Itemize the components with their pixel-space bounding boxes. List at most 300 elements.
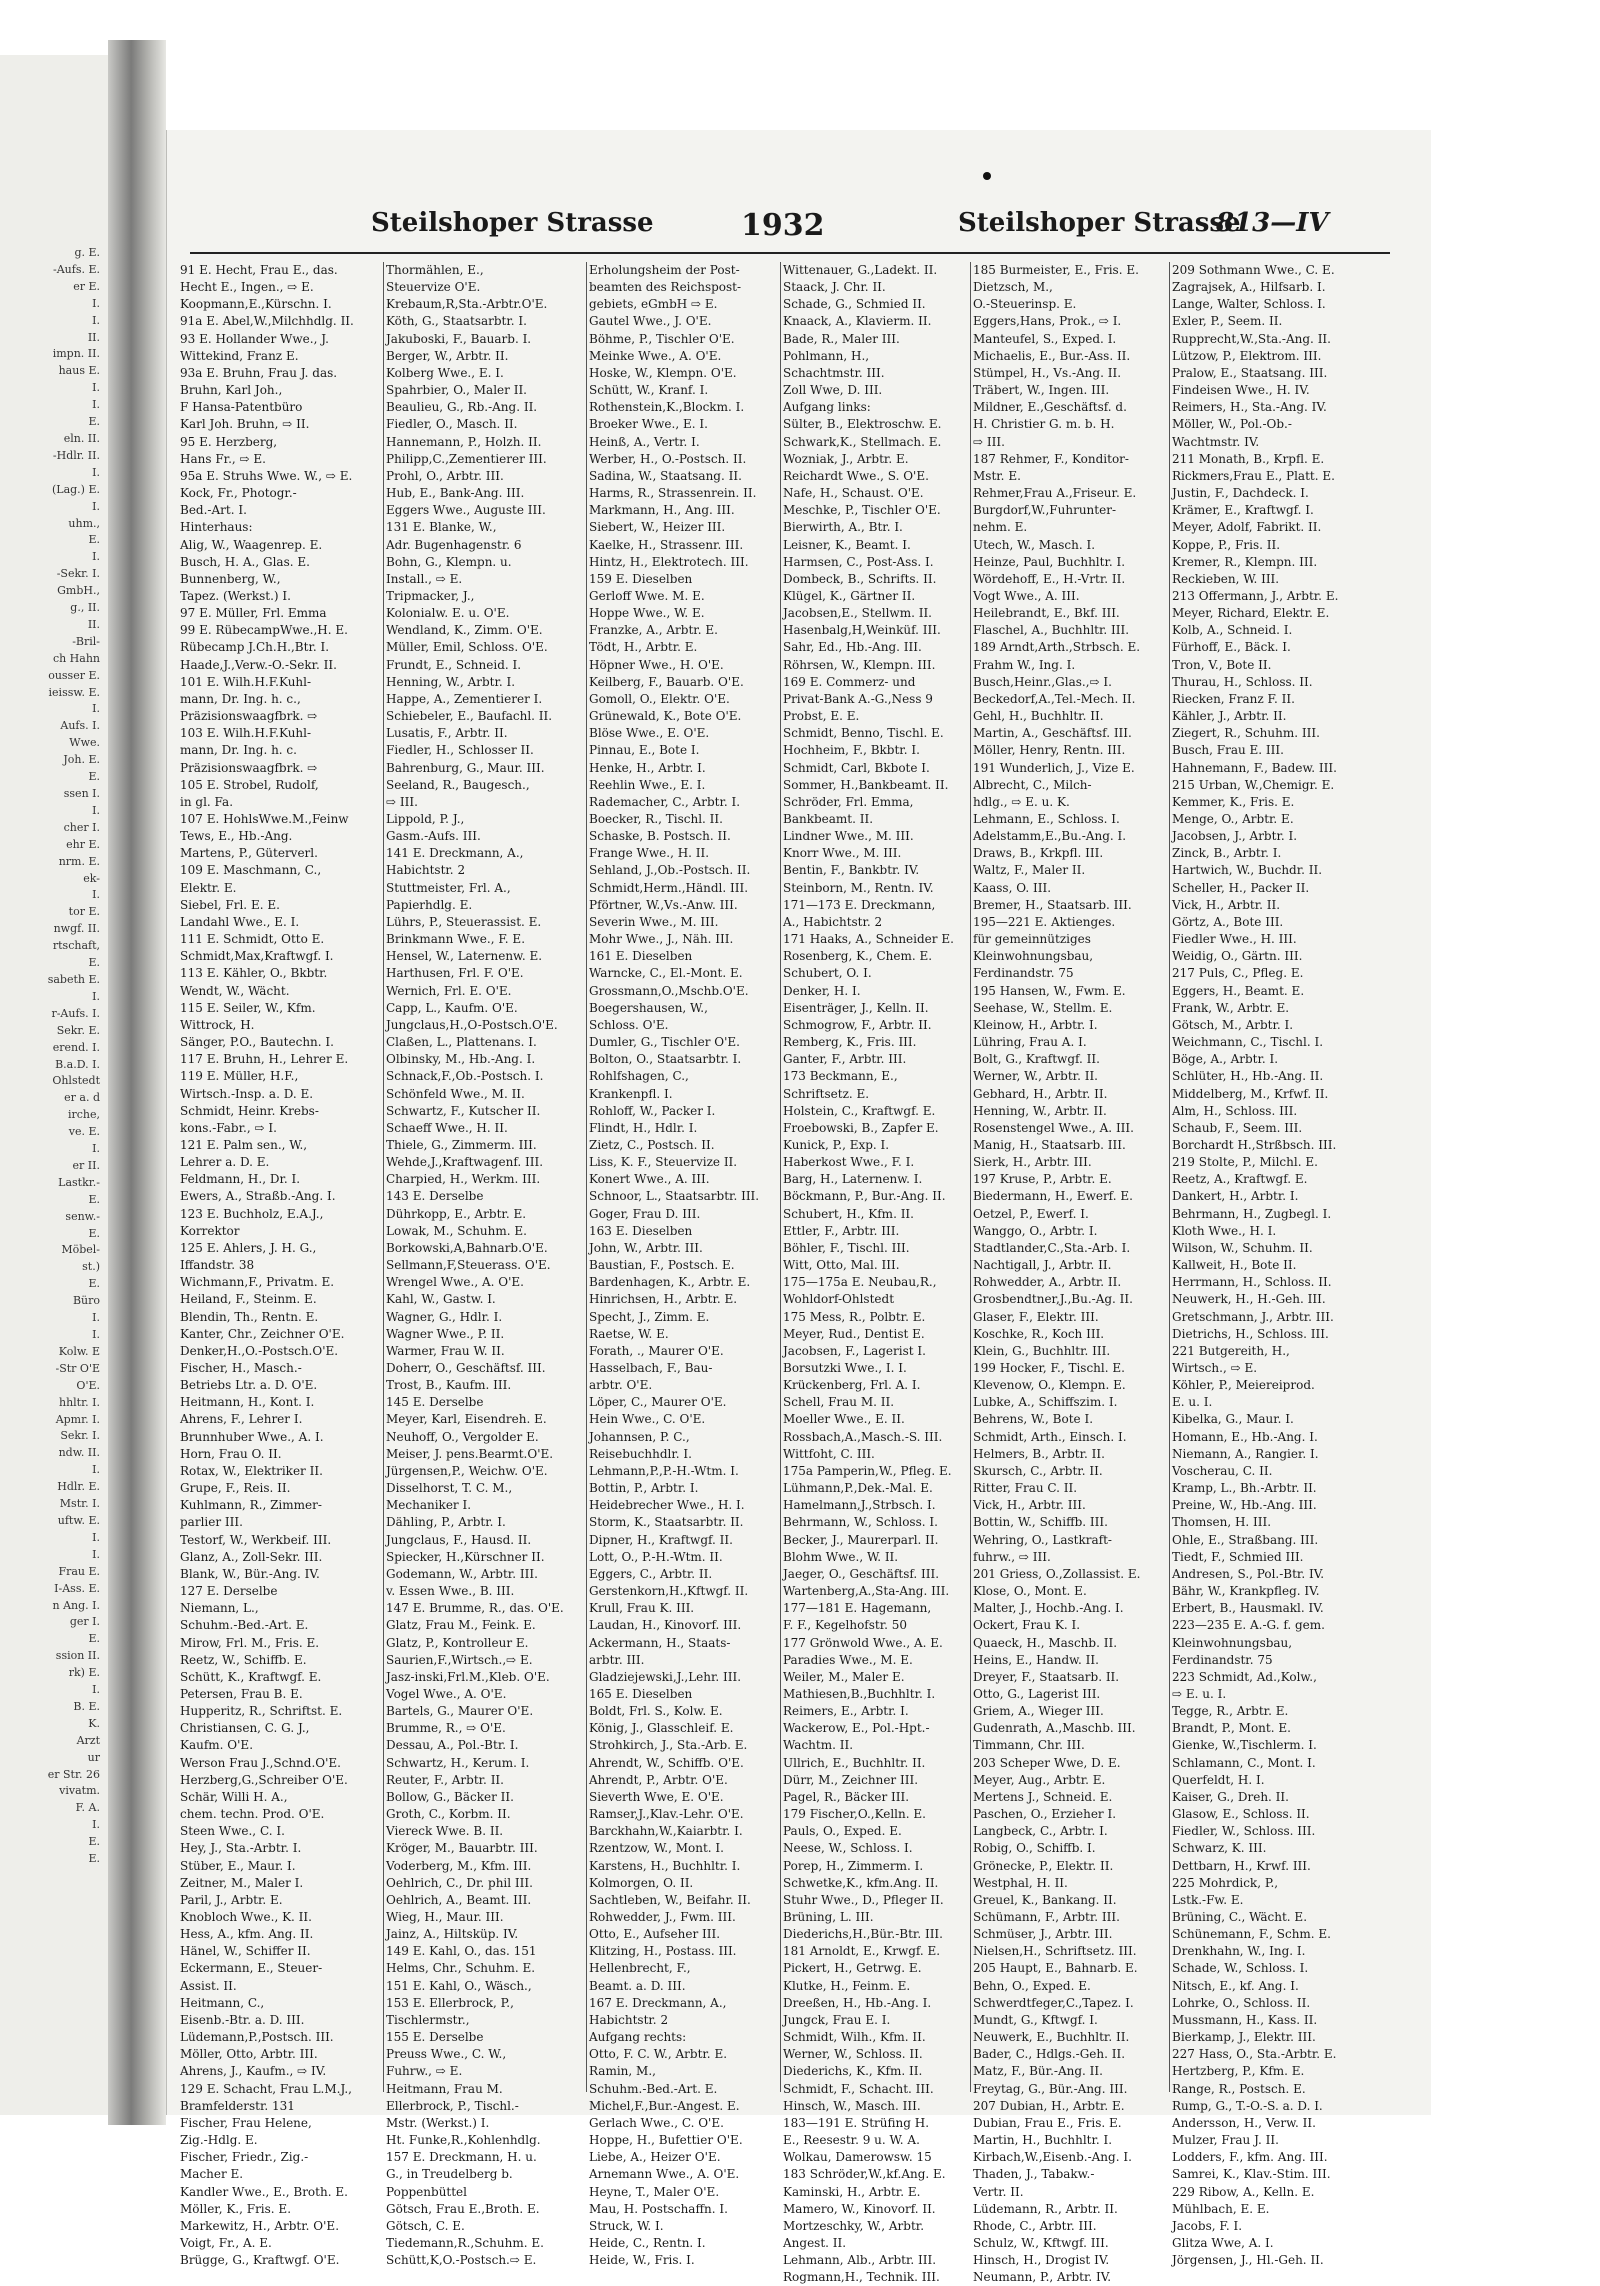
directory-entry: Knaack, A., Klavierm. II.	[783, 314, 932, 329]
directory-entry: Bohn, G., Klempn. u.	[386, 554, 512, 569]
column-divider	[970, 262, 971, 2092]
directory-entry: Sahr, Ed., Hb.-Ang. III.	[783, 640, 922, 655]
directory-entry: Poppenbüttel	[386, 2184, 467, 2199]
left-page-fragment: Wwe.	[69, 736, 100, 750]
directory-entry: Gladziejewski,J.,Lehr. III.	[589, 1669, 742, 1684]
directory-entry: Schnack,F.,Ob.-Postsch. I.	[386, 1069, 544, 1084]
directory-entry: Grossmann,O.,Mschb.O'E.	[589, 983, 749, 998]
directory-entry: Hein Wwe., C. O'E.	[589, 1412, 706, 1427]
directory-entry: Bahrenburg, G., Maur. III.	[386, 760, 545, 775]
left-page-fragment: E.	[88, 1835, 100, 1849]
directory-entry: Samrei, K., Klav.-Stim. III.	[1172, 2167, 1331, 2182]
directory-entry: Storm, K., Staatsarbtr. II.	[589, 1515, 744, 1530]
directory-entry: Mussmann, H., Kass. II.	[1172, 2012, 1318, 2027]
column-divider	[1169, 262, 1170, 2092]
directory-entry: Wanggo, O., Arbtr. I.	[973, 1223, 1098, 1238]
directory-entry: Schwerdtfeger,C.,Tapez. I.	[973, 1995, 1134, 2010]
directory-entry: Werner, W., Arbtr. II.	[973, 1069, 1098, 1084]
directory-entry: Markmann, H., Ang. III.	[589, 503, 735, 518]
directory-entry: Reehlin Wwe., E. I.	[589, 777, 706, 792]
directory-entry: Dombeck, B., Schrifts. II.	[783, 571, 937, 586]
directory-entry: Dipner, H., Kraftwgf. II.	[589, 1532, 733, 1547]
directory-entry: Diederichs, K., Kfm. II.	[783, 2064, 923, 2079]
left-page-fragment: Sekr. I.	[60, 1429, 100, 1443]
directory-entry: Wirtsch., ⇨ E.	[1172, 1361, 1258, 1375]
directory-entry: Wittekind, Franz E.	[180, 348, 299, 363]
directory-entry: Greuel, K., Bankang. II.	[973, 1892, 1117, 1907]
directory-entry: 115 E. Seiler, W., Kfm.	[180, 1000, 316, 1015]
directory-entry: 201 Griess, O.,Zollassist. E.	[973, 1566, 1141, 1581]
directory-entry: Schlamann, C., Mont. I.	[1172, 1755, 1316, 1770]
directory-entry: Strohkirch, J., Sta.-Arb. E.	[589, 1738, 748, 1753]
directory-entry: Fiedler, W., Schloss. III.	[1172, 1824, 1316, 1839]
directory-entry: Meyer, Richard, Elektr. E.	[1172, 606, 1330, 621]
directory-entry: 93 E. Hollander Wwe., J.	[180, 331, 329, 346]
directory-entry: Reimers, H., Sta.-Ang. IV.	[1172, 400, 1327, 415]
directory-entry: Schwetke,K., kfm.Ang. II.	[783, 1875, 939, 1890]
directory-entry: Blöse Wwe., E. O'E.	[589, 726, 710, 741]
directory-entry: Jainz, A., Hiltsküp. IV.	[386, 1927, 519, 1942]
directory-entry: Koppe, P., Fris. II.	[1172, 537, 1281, 552]
directory-entry: Dührkopp, E., Arbtr. E.	[386, 1206, 527, 1221]
left-page-fragment: E.	[88, 1277, 100, 1291]
directory-entry: Bierkamp, J., Elektr. III.	[1172, 2030, 1316, 2045]
directory-entry: Gerlach Wwe., C. O'E.	[589, 2115, 724, 2130]
directory-entry: Schmidt, Wilh., Kfm. II.	[783, 2030, 926, 2045]
directory-entry: Stümpel, H., Vs.-Ang. II.	[973, 365, 1122, 380]
directory-entry: Waltz, F., Maler II.	[973, 863, 1086, 878]
left-page-fragment: ur	[87, 1750, 100, 1764]
directory-entry: Schmidt,Herm.,Händl. III.	[589, 880, 749, 895]
directory-entry: Olbinsky, M., Hb.-Ang. I.	[386, 1052, 536, 1067]
directory-entry: Ahrens, J., Kaufm., ⇨ IV.	[180, 2064, 327, 2079]
directory-entry: Mstr. E.	[973, 468, 1021, 483]
directory-entry: Ramin, M.,	[589, 2064, 656, 2079]
directory-entry: Karstens, H., Buchhltr. I.	[589, 1858, 741, 1873]
left-page-fragment: I.	[92, 1463, 100, 1477]
left-page-fragment: g., II.	[70, 601, 100, 615]
left-page-fragment: I.	[92, 381, 100, 395]
directory-entry: Hintz, H., Elektrotech. III.	[589, 554, 749, 569]
directory-entry: Aufgang links:	[783, 400, 871, 415]
directory-entry: Schriftsetz. E.	[783, 1086, 870, 1101]
directory-entry: Lührs, P., Steuerassist. E.	[386, 914, 542, 929]
left-page-fragment: -Bril-	[72, 634, 100, 648]
directory-entry: Blendin, Th., Rentn. E.	[180, 1309, 319, 1324]
left-page-fragment: eln. II.	[63, 431, 100, 445]
book-gutter	[108, 40, 166, 2125]
directory-entry: Markewitz, H., Arbtr. O'E.	[180, 2218, 340, 2233]
directory-entry: Schaske, B. Postsch. II.	[589, 829, 731, 844]
directory-entry: E. u. I.	[1172, 1395, 1213, 1410]
directory-entry: Oehlrich, C., Dr. phil III.	[386, 1875, 533, 1890]
directory-entry: parlier III.	[180, 1515, 243, 1530]
directory-entry: 107 E. HohlsWwe.M.,Feinw	[180, 812, 349, 826]
directory-entry: Thiele, G., Zimmerm. III.	[386, 1137, 537, 1152]
left-page-fragment: ssion II.	[55, 1649, 100, 1663]
directory-entry: Blank, W., Bür.-Ang. IV.	[180, 1566, 320, 1581]
directory-entry: Hasselbach, F., Bau-	[589, 1361, 713, 1375]
directory-entry: Ganter, F., Arbtr. III.	[783, 1052, 907, 1067]
directory-entry: Helmers, B., Arbtr. II.	[973, 1446, 1105, 1461]
directory-entry: Schade, G., Schmied II.	[783, 297, 926, 312]
directory-entry: Adr. Bugenhagenstr. 6	[386, 537, 522, 552]
directory-entry: 101 E. Wilh.H.F.Kuhl-	[180, 674, 312, 689]
directory-entry: Schlüter, H., Hb.-Ang. II.	[1172, 1069, 1324, 1084]
directory-entry: Reichardt Wwe., S. O'E.	[783, 468, 929, 483]
directory-entry: Witt, Otto, Mal. III.	[783, 1258, 900, 1273]
directory-entry: 173 Beckmann, E.,	[783, 1069, 898, 1084]
directory-entry: Nitsch, E., kf. Ang. I.	[1172, 1978, 1299, 1993]
directory-entry: Michaelis, E., Bur.-Ass. II.	[973, 348, 1131, 363]
left-page-fragment: I.	[92, 803, 100, 817]
directory-entry: Meyer, Adolf, Fabrikt. II.	[1172, 520, 1322, 535]
directory-entry: Gomoll, O., Elektr. O'E.	[589, 691, 730, 706]
directory-entry: Harthusen, Frl. F. O'E.	[386, 966, 524, 981]
directory-entry: Weichmann, C., Tischl. I.	[1172, 1035, 1324, 1050]
directory-entry: Zoll Wwe, D. III.	[783, 383, 883, 398]
directory-entry: Kaass, O. III.	[973, 880, 1052, 895]
directory-entry: Hinsch, W., Masch. III.	[783, 2098, 921, 2113]
directory-entry: 169 E. Commerz- und	[783, 674, 916, 689]
directory-entry: Zinck, B., Arbtr. I.	[1172, 846, 1282, 861]
directory-entry: Wagner, G., Hdlr. I.	[386, 1309, 503, 1324]
directory-entry: Kramp, L., Bh.-Arbtr. II.	[1172, 1481, 1317, 1496]
directory-entry: Reimers, E., Arbtr. I.	[783, 1704, 909, 1719]
directory-entry: 207 Dubian, H., Arbtr. E.	[973, 2098, 1125, 2113]
directory-entry: Ewers, A., Straßb.-Ang. I.	[180, 1189, 336, 1204]
directory-entry: Wieg, H., Maur. III.	[386, 1910, 504, 1924]
left-page-fragment: I.	[92, 888, 100, 902]
directory-entry: Freytag, G., Bür.-Ang. III.	[973, 2081, 1128, 2096]
directory-entry: Meinke Wwe., A. O'E.	[589, 348, 722, 363]
directory-entry: Tews, E., Hb.-Ang.	[180, 829, 293, 844]
directory-entry: Lützow, P., Elektrom. III.	[1172, 348, 1322, 363]
directory-entry: Bierwirth, A., Btr. I.	[783, 520, 903, 535]
directory-entry: Bolton, O., Staatsarbtr. I.	[589, 1052, 742, 1067]
directory-entry: Meyer, Rud., Dentist E.	[783, 1326, 925, 1341]
directory-entry: Vertr. II.	[973, 2184, 1024, 2199]
directory-entry: Saurien,F.,Wirtsch.,⇨ E.	[386, 1652, 533, 1667]
directory-entry: Heins, E., Handw. II.	[973, 1652, 1099, 1667]
left-page-fragment: E.	[88, 1852, 100, 1866]
directory-entry: Voscherau, C. II.	[1172, 1463, 1273, 1478]
left-page-edge	[0, 55, 110, 2115]
directory-entry: 109 E. Maschmann, C.,	[180, 863, 322, 878]
directory-column-5	[973, 262, 1157, 2285]
directory-entry: Schubert, H., Kfm. II.	[783, 1206, 914, 1221]
left-page-fragment: ssen I.	[63, 787, 100, 800]
directory-entry: Löper, C., Maurer O'E.	[589, 1395, 727, 1410]
left-page-fragment: I-Ass. E.	[54, 1581, 100, 1595]
directory-entry: Konert Wwe., A. III.	[589, 1172, 710, 1187]
directory-entry: Justin, F., Dachdeck. I.	[1172, 486, 1309, 501]
directory-entry: Wachtmstr. IV.	[1172, 434, 1260, 449]
directory-entry: Macher E.	[180, 2167, 244, 2182]
directory-entry: Görtz, A., Bote III.	[1172, 914, 1284, 929]
directory-entry: 147 E. Brumme, R., das. O'E.	[386, 1601, 564, 1616]
directory-entry: Ackermann, H., Staats-	[589, 1635, 731, 1650]
directory-entry: 211 Monath, B., Krpfl. E.	[1172, 451, 1325, 466]
left-page-fragment: I.	[92, 1142, 100, 1156]
directory-entry: 183—191 E. Strüfing H.	[783, 2115, 930, 2130]
directory-entry: Frahm W., Ing. I.	[973, 657, 1076, 672]
directory-entry: Lehmann, Alb., Arbtr. III.	[783, 2253, 937, 2268]
directory-entry: Heinß, A., Vertr. I.	[589, 434, 700, 449]
directory-entry: Ahrens, F., Lehrer I.	[180, 1412, 303, 1427]
directory-entry: Klose, O., Mont. E.	[973, 1584, 1087, 1599]
directory-entry: Ahrendt, W., Schiffb. O'E.	[589, 1755, 744, 1770]
directory-entry: Reckieben, W. III.	[1172, 571, 1280, 586]
directory-entry: Seehase, W., Stellm. E.	[973, 1000, 1113, 1015]
directory-entry: Tron, V., Bote II.	[1172, 657, 1272, 672]
directory-entry: Möller, W., Pol.-Ob.-	[1172, 417, 1292, 432]
directory-entry: Assist. II.	[180, 1978, 237, 1993]
left-page-fragment: cher I.	[63, 820, 100, 834]
left-page-fragment: E.	[88, 770, 100, 784]
directory-entry: Brügge, G., Kraftwgf. O'E.	[180, 2253, 340, 2268]
directory-entry: arbtr. O'E.	[589, 1378, 653, 1393]
directory-entry: Biedermann, H., Ewerf. E.	[973, 1189, 1133, 1204]
directory-entry: Schütt, W., Kranf. I.	[589, 383, 709, 398]
directory-entry: F. F., Kegelhofstr. 50	[783, 1618, 908, 1633]
directory-entry: Krull, Frau K. III.	[589, 1601, 695, 1616]
directory-entry: Hänel, W., Schiffer II.	[180, 1944, 311, 1959]
directory-entry: 177 Grönwold Wwe., A. E.	[783, 1635, 943, 1650]
directory-entry: Froebowski, B., Zapfer E.	[783, 1120, 939, 1135]
directory-entry: Heitmann, H., Kont. I.	[180, 1395, 315, 1410]
directory-entry: Krebaum,R,Sta.-Arbtr.O'E.	[386, 297, 548, 312]
directory-entry: Fiedler, H., Schlosser II.	[386, 743, 534, 758]
directory-entry: Elektr. E.	[180, 880, 237, 895]
directory-entry: Pohlmann, H.,	[783, 348, 870, 363]
left-page-fragment: I.	[92, 1683, 100, 1697]
directory-entry: Zeitner, M., Maler I.	[180, 1875, 304, 1890]
header-rule	[190, 252, 1390, 254]
directory-entry: 175a Pamperin,W., Pfleg. E.	[783, 1463, 952, 1478]
directory-entry: Heide, W., Fris. I.	[589, 2253, 695, 2268]
directory-entry: Werner, W., Schloss. II.	[783, 2047, 923, 2062]
directory-entry: Möller, Henry, Rentn. III.	[973, 743, 1126, 758]
directory-entry: Sellmann,F,Steuerass. O'E.	[386, 1258, 551, 1273]
directory-entry: Dreyer, F., Staatsarb. II.	[973, 1669, 1120, 1684]
directory-entry: Schaeff Wwe., H. II.	[386, 1120, 508, 1135]
directory-entry: Stuttmeister, Frl. A.,	[386, 880, 511, 895]
left-page-fragment: Frau E.	[58, 1564, 100, 1578]
directory-entry: Niemann, A., Rangier. I.	[1172, 1446, 1319, 1461]
directory-entry: Schuhm.-Bed.-Art. E.	[180, 1618, 309, 1633]
directory-entry: Mau, H. Postschaffn. I.	[589, 2201, 728, 2216]
directory-entry: Wehde,J.,Kraftwagenf. III.	[386, 1155, 544, 1170]
directory-entry: Probst, E. E.	[783, 709, 860, 724]
left-page-fragment: uftw. E.	[57, 1513, 100, 1527]
directory-entry: Install., ⇨ E.	[386, 571, 463, 586]
directory-entry: Hub, E., Bank-Ang. III.	[386, 486, 525, 501]
directory-entry: Grünewald, K., Bote O'E.	[589, 709, 742, 724]
directory-entry: Oehlrich, A., Beamt. III.	[386, 1892, 532, 1907]
directory-entry: Gienke, W.,Tischlerm. I.	[1172, 1738, 1317, 1753]
directory-entry: Struck, W. I.	[589, 2218, 664, 2233]
directory-entry: Betriebs Ltr. a. D. O'E.	[180, 1378, 318, 1393]
directory-entry: Hess, A., kfm. Ang. II.	[180, 1927, 314, 1942]
directory-entry: Dürr, M., Zeichner III.	[783, 1772, 919, 1787]
directory-entry: Range, R., Postsch. E.	[1172, 2081, 1306, 2096]
directory-entry: Rzentzow, W., Mont. I.	[589, 1841, 724, 1856]
directory-entry: 175 Mess, R., Polbtr. E.	[783, 1309, 926, 1324]
directory-entry: Eckermann, E., Steuer-	[180, 1961, 323, 1976]
directory-entry: Heitmann, Frau M.	[386, 2081, 503, 2096]
directory-entry: Gautel Wwe., J. O'E.	[589, 314, 712, 329]
directory-entry: 219 Stolte, P., Milchl. E.	[1172, 1155, 1318, 1170]
directory-entry: Aufgang rechts:	[589, 2030, 687, 2045]
directory-entry: Hey, J., Sta.-Arbtr. I.	[180, 1841, 302, 1856]
directory-entry: Busch, Frau E. III.	[1172, 743, 1284, 758]
directory-entry: Schmüser, J., Arbtr. III.	[973, 1927, 1113, 1942]
directory-entry: König, J., Glasschleif. E.	[589, 1721, 734, 1736]
directory-entry: Wirtsch.-Insp. a. D. E.	[180, 1086, 314, 1101]
directory-entry: Kuhlmann, R., Zimmer-	[180, 1498, 322, 1513]
directory-entry: Böhme, P., Tischler O'E.	[589, 331, 735, 346]
left-page-fragment: -Sekr. I.	[56, 567, 100, 581]
directory-entry: Schachtmstr. III.	[783, 365, 885, 380]
directory-entry: 127 E. Derselbe	[180, 1584, 278, 1599]
directory-entry: Thurau, H., Schloss. II.	[1172, 674, 1313, 689]
directory-entry: Warncke, C., El.-Mont. E.	[589, 966, 743, 981]
directory-entry: Eggers, H., Beamt. E.	[1172, 983, 1305, 998]
directory-entry: Mathiesen,B.,Buchhltr. I.	[783, 1686, 936, 1701]
left-page-fragment: ehr E.	[66, 837, 100, 851]
directory-entry: Sülter, B., Elektroschw. E.	[783, 417, 942, 432]
directory-entry: Kleinow, H., Arbtr. I.	[973, 1017, 1098, 1032]
directory-entry: Lüdemann, R., Arbtr. II.	[973, 2201, 1118, 2216]
directory-entry: Rotax, W., Elektriker II.	[180, 1463, 323, 1478]
left-page-fragment: Hdlr. E.	[57, 1480, 100, 1494]
directory-entry: Werber, H., O.-Postsch. II.	[589, 451, 747, 466]
directory-entry: ⇨ E. u. I.	[1172, 1686, 1227, 1701]
directory-entry: 111 E. Schmidt, Otto E.	[180, 932, 325, 947]
left-page-fragment: impn. II.	[52, 347, 100, 361]
directory-entry: Sadina, W., Staatsang. II.	[589, 468, 742, 483]
directory-entry: Kähler, J., Arbtr. II.	[1172, 709, 1287, 724]
directory-entry: Testorf, W., Werkbeif. III.	[180, 1532, 332, 1547]
left-page-fragment: Ohlstedt	[52, 1074, 100, 1088]
left-page-fragment: I.	[92, 702, 100, 716]
directory-entry: Möller, K., Fris. E.	[180, 2201, 292, 2216]
directory-entry: Brumme, R., ⇨ O'E.	[386, 1721, 506, 1736]
directory-entry: 145 E. Derselbe	[386, 1395, 484, 1410]
directory-entry: Siebel, Frl. E. E.	[180, 897, 280, 912]
directory-entry: Fiedler, O., Masch. II.	[386, 417, 518, 432]
directory-entry: Wittfoht, C. III.	[783, 1446, 875, 1461]
directory-entry: Zagrajsek, A., Hilfsarb. I.	[1172, 280, 1326, 295]
directory-column-2	[386, 262, 570, 2268]
left-page-fragment: Aufs. I.	[60, 719, 100, 733]
directory-entry: Dettbarn, H., Krwf. III.	[1172, 1858, 1311, 1873]
directory-entry: Wendland, K., Zimm. O'E.	[386, 623, 543, 638]
directory-entry: Petersen, Frau B. E.	[180, 1686, 303, 1701]
directory-entry: Franzke, A., Arbtr. E.	[589, 623, 718, 638]
left-page-fragment: Büro	[72, 1294, 100, 1308]
directory-entry: Zietz, C., Postsch. II.	[589, 1137, 715, 1152]
directory-entry: 93a E. Bruhn, Frau J. das.	[180, 365, 338, 380]
directory-entry: Meyer, Aug., Arbtr. E.	[973, 1772, 1106, 1787]
directory-entry: Ht. Funke,R.,Kohlenhdlg.	[386, 2133, 541, 2148]
directory-entry: Ockert, Frau K. I.	[973, 1618, 1081, 1633]
column-divider	[780, 262, 781, 2092]
directory-entry: Pickert, H., Getrwg. E.	[783, 1961, 922, 1976]
left-page-fragment: II.	[87, 617, 100, 631]
directory-entry: Dreeßen, H., Hb.-Ang. I.	[783, 1995, 932, 2010]
left-page-fragment: ek-	[83, 871, 100, 885]
directory-entry: Kunick, P., Exp. I.	[783, 1137, 890, 1152]
directory-entry: Bruhn, Karl Joh.,	[180, 383, 283, 398]
directory-entry: Jacobs, F. I.	[1172, 2218, 1243, 2233]
left-page-fragment: n Ang. I.	[52, 1598, 100, 1612]
directory-entry: Hecht E., Ingen., ⇨ E.	[180, 280, 314, 295]
directory-column-6	[1172, 262, 1356, 2268]
directory-entry: Hoppe Wwe., W. E.	[589, 606, 705, 621]
directory-entry: Erholungsheim der Post-	[589, 263, 740, 277]
directory-entry: Eggers,Hans, Prok., ⇨ I.	[973, 314, 1122, 329]
directory-entry: Sehland, J.,Ob.-Postsch. II.	[589, 863, 751, 878]
directory-entry: Götsch, C. E.	[386, 2218, 465, 2233]
directory-entry: John, W., Arbtr. III.	[589, 1240, 703, 1255]
directory-entry: 185 Burmeister, E., Fris. E.	[973, 263, 1139, 277]
directory-entry: Hartwich, W., Buchdr. II.	[1172, 863, 1323, 878]
year: 1932	[741, 208, 825, 243]
directory-entry: Brunnhuber Wwe., A. I.	[180, 1429, 324, 1444]
directory-entry: 95a E. Struhs Wwe. W., ⇨ E.	[180, 468, 353, 483]
directory-entry: 171—173 E. Dreckmann,	[783, 897, 936, 912]
directory-entry: 123 E. Buchholz, E.A.J.,	[180, 1206, 324, 1221]
directory-entry: Schmidt, Benno, Tischl. E.	[783, 726, 944, 741]
directory-entry: Landahl Wwe., E. I.	[180, 914, 300, 929]
directory-entry: Liss, K. F., Steuervize II.	[589, 1155, 738, 1170]
left-page-fragment: Apmr. I.	[55, 1412, 100, 1426]
directory-entry: Ferdinandstr. 75	[1172, 1652, 1273, 1667]
directory-entry: Papierhdlg. E.	[386, 897, 473, 912]
directory-entry: Holstein, C., Kraftwgf. E.	[783, 1103, 936, 1118]
left-page-fragment: Möbel-	[61, 1243, 100, 1257]
directory-entry: Neumann, P., Arbtr. IV.	[973, 2270, 1112, 2285]
directory-entry: Rogmann,H., Technik. III.	[783, 2270, 940, 2285]
directory-entry: Middelberg, M., Krfwf. II.	[1172, 1086, 1329, 1101]
directory-entry: Lehmann,P.,P.-H.-Wtm. I.	[589, 1463, 739, 1478]
directory-entry: Knorr Wwe., M. III.	[783, 846, 902, 861]
left-page-fragment: hhltr. I.	[59, 1395, 100, 1409]
directory-entry: in gl. Fa.	[180, 794, 234, 809]
directory-entry: Mechaniker I.	[386, 1498, 472, 1513]
directory-entry: Ziegert, R., Schuhm. III.	[1172, 726, 1320, 741]
directory-entry: Ettler, F., Arbtr. III.	[783, 1223, 900, 1238]
directory-entry: Claßen, L., Plattenans. I.	[386, 1035, 537, 1050]
directory-entry: Schmidt, F., Schacht. III.	[783, 2081, 934, 2096]
directory-entry: 199 Hocker, F., Tischl. E.	[973, 1361, 1125, 1375]
directory-entry: 161 E. Dieselben	[589, 949, 693, 964]
directory-entry: 91 E. Hecht, Frau E., das.	[180, 263, 338, 277]
directory-entry: Schmidt, Heinr. Krebs-	[180, 1103, 319, 1118]
directory-entry: Christiansen, C. G. J.,	[180, 1721, 310, 1736]
directory-entry: Privat-Bank A.-G.,Ness 9	[783, 691, 933, 706]
directory-entry: Eggers Wwe., Auguste III.	[386, 503, 546, 518]
directory-entry: Neuwerk, H., H.-Geh. III.	[1172, 1292, 1326, 1307]
directory-entry: Schmidt, Carl, Bkbote I.	[783, 760, 930, 775]
left-page-fragment: E.	[88, 1192, 100, 1206]
directory-entry: Kolonialw. E. u. O'E.	[386, 606, 510, 621]
directory-entry: Schütt,K,O.-Postsch.⇨ E.	[386, 2253, 537, 2268]
directory-entry: Sommer, H.,Bankbeamt. II.	[783, 777, 949, 792]
directory-entry: Wendt, W., Wächt.	[180, 983, 290, 998]
